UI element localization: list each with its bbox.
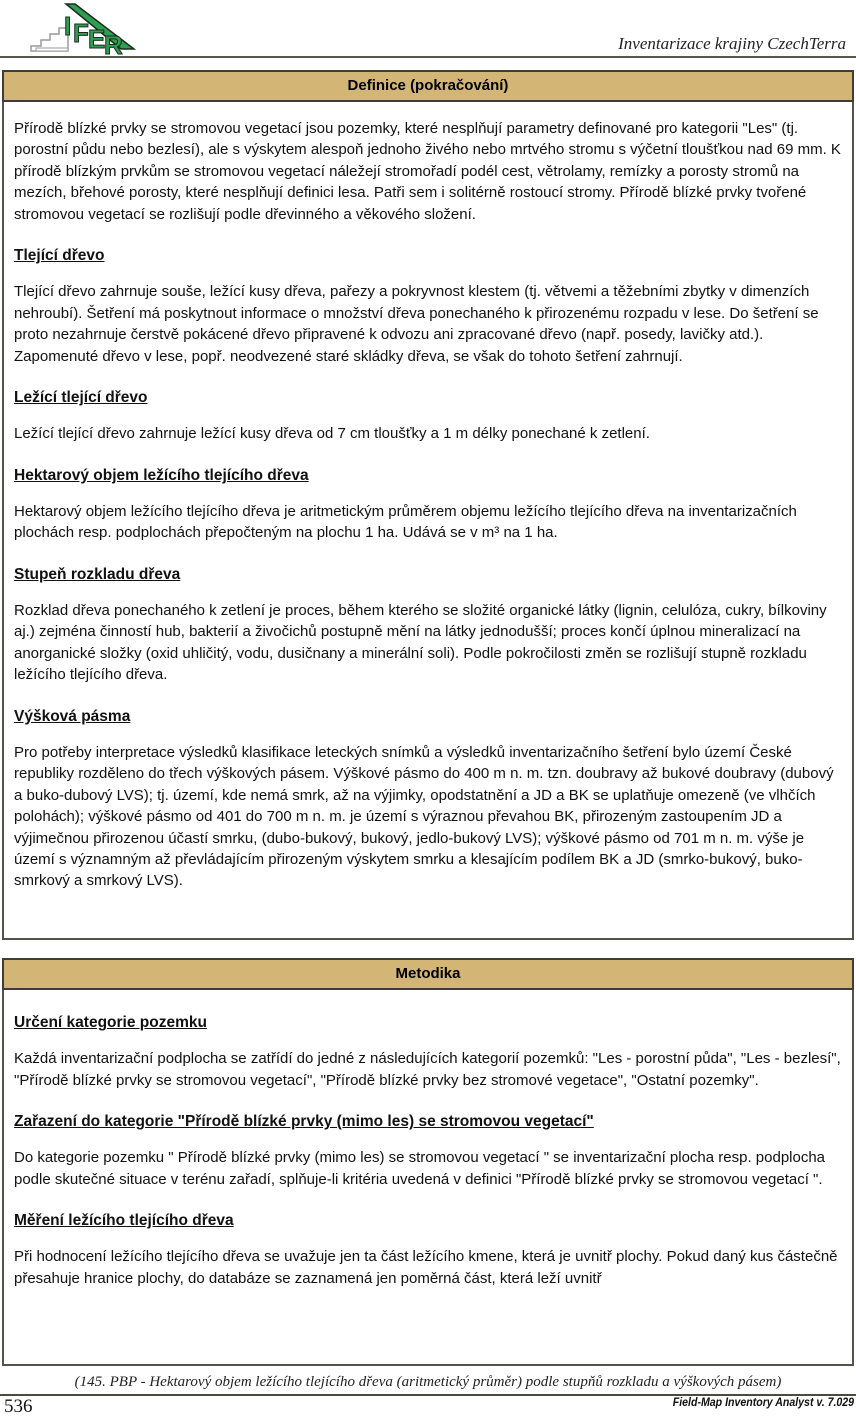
paragraph-zarazeni-do-kategorie: Do kategorie pozemku " Přírodě blízké prvky (mimo les) se stromovou vegetací " se inventarizační plocha resp. podplocha podle skutečné situace v terénu zařadí, splňuje-li kritéria uvedená v definici "Přírodě blízké prvky se stromovou vegetací ".	[14, 1149, 826, 1188]
footer-row	[0, 1396, 856, 1418]
software-version-label: Field-Map Inventory Analyst v. 7.029	[672, 1397, 854, 1409]
section-gap	[0, 940, 856, 958]
ifer-logo-icon	[28, 2, 138, 56]
heading-vyskova-pasma: Výšková pásma	[14, 707, 131, 725]
paragraph-stupen-rozkladu: Rozklad dřeva ponechaného k zetlení je proces, během kterého se složité organické látky (lignin, celulóza, cukry, bílkoviny aj.) zejména činností hub, bakterií a živočichů postupně mění na látky jednodušší; proces končí úplnou mineralizací na anorganické složky (oxid uhličitý, vodu, dusičnany a minerální soli). Podle pokročilosti změn se rozlišují stupně rozkladu ležícího tlejícího dřeva.	[14, 601, 827, 684]
section-definice	[2, 70, 854, 940]
heading-zarazeni-do-kategorie: Zařazení do kategorie "Přírodě blízké prvky (mimo les) se stromovou vegetací"	[14, 1113, 594, 1131]
heading-stupen-rozkladu: Stupeň rozkladu dřeva	[14, 565, 181, 583]
definice-section-bar: Definice (pokračování)	[2, 70, 854, 102]
heading-urceni-kategorie: Určení kategorie pozemku	[14, 1014, 207, 1031]
heading-lezici-tlejici-drevo: Ležící tlející dřevo	[14, 389, 148, 407]
page-number: 536	[4, 1396, 33, 1417]
paragraph-vyskova-pasma: Pro potřeby interpretace výsledků klasifikace leteckých snímků a výsledků inventarizačního šetření bylo území České republiky rozděleno do třech výškových pásem. Výškové pásmo do 400 m n. m. tzn. doubravy až bukové doubravy (dubový a buko-dubový LVS); tj. území, kde nemá smrk, až na výjimky, opodstatnění a JD a BK se uplatňuje omezeně (ve vlhčích polohách); výškové pásmo od 401 do 700 m n. m. je území s výraznou převahou BK, přirozeným zastoupením JD a výjimečnou přirozenou účastí smrku, (dubo-bukový, bukový, jedlo-bukový LVS); výškové pásmo od 701 m n. m. výše je území s významným až převládajícím přirozeným výskytem smrku a klesajícím podílem BK a JD (smrko-bukový, buko-smrkový a smrkový LVS).	[14, 743, 834, 890]
paragraph-prirode-blizke-prvky: Přírodě blízké prvky se stromovou vegetací jsou pozemky, které nesplňují parametry definované pro kategorii "Les" (tj. porostní půdu nebo bezlesí), ale s výskytem alespoň jednoho živého nebo mrtvého stromu s výčetní tloušťkou nad 69 mm. K přírodě blízkým prvkům se stromovou vegetací náležejí stromořadí podél cest, větrolamy, remízky a porosty stromů na mezích, břehové porosty, které nesplňují definici lesa. Patři sem i solitérně rostoucí stromy. Přírodě blízké prvky tvořené stromovou vegetací se rozlišují podle dřevinného a věkového složení.	[14, 120, 841, 223]
paragraph-hektarovy-objem: Hektarový objem ležícího tlejícího dřeva je aritmetickým průměrem objemu ležícího tlejícího dřeva na inventarizačních plochách resp. podplochách přepočteným na plochu 1 ha. Udává se v m³ na 1 ha.	[14, 502, 797, 542]
svg-text:I: I	[64, 11, 72, 41]
heading-hektarovy-objem: Hektarový objem ležícího tlejícího dřeva	[14, 466, 309, 484]
paragraph-urceni-kategorie: Každá inventarizační podplocha se zatřídí do jedné z následujících kategorií pozemků: "Les - porostní půda", "Les - bezlesí", "Přírodě blízké prvky se stromovou vegetací", "Přírodě blízké prvky bez stromové vegetace", "Ostatní pozemky".	[14, 1050, 841, 1089]
svg-text:R: R	[104, 30, 123, 56]
page-footer	[0, 1374, 856, 1418]
paragraph-lezici-tlejici-drevo: Ležící tlející dřevo zahrnuje ležící kusy dřeva od 7 cm tloušťky a 1 m délky ponechané k zetlení.	[14, 425, 650, 443]
paragraph-tlejici-drevo: Tlející dřevo zahrnuje souše, ležící kusy dřeva, pařezy a pokryvnost klestem (tj. větvemi a těžebními zbytky v dimenzích nehroubí). Šetření má poskytnout informace o množství dřeva ponechaného k přirozenému rozpadu v lese. Do šetření se proto nezahrnuje čerstvě pokácené dřevo připravené k odvozu ani zpracované dřevo (např. posedy, lavičky atd.). Zapomenuté dřevo v lese, popř. neodvezené staré skládky dřeva, se však do tohoto šetření zahrnují.	[14, 283, 819, 365]
svg-text:E: E	[88, 24, 106, 54]
heading-tlejici-drevo: Tlející dřevo	[14, 247, 105, 265]
metodika-section-bar: Metodika	[2, 958, 854, 990]
svg-text:F: F	[73, 18, 89, 48]
section-metodika	[2, 958, 854, 1366]
footer-caption: (145. PBP - Hektarový objem ležícího tlejícího dřeva (aritmetický průměr) podle stupňů rozkladu a výškových pásem)	[74, 1374, 782, 1390]
journal-title: Inventarizace krajiny CzechTerra	[618, 34, 846, 53]
metodika-content-box	[2, 990, 854, 1366]
definice-content-box	[2, 102, 854, 940]
paragraph-mereni-leziciho-dreva: Při hodnocení ležícího tlejícího dřeva se uvažuje jen ta část ležícího kmene, která je uvnitř plochy. Pokud daný kus částečně přesahuje hranice plochy, do databáze se zaznamená jen poměrná část, která leží uvnitř	[14, 1248, 838, 1287]
page-header	[0, 0, 856, 58]
ifer-logo	[28, 2, 138, 61]
heading-mereni-leziciho-dreva: Měření ležícího tlejícího dřeva	[14, 1212, 234, 1230]
